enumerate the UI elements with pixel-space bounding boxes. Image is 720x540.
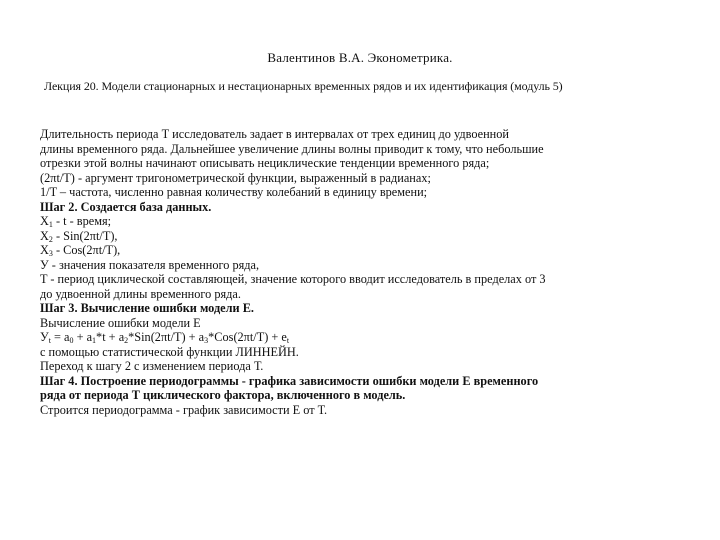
formula-subscript: 1 — [92, 336, 97, 345]
text-line: длины временного ряда. Дальнейшее увеличение длины волны приводит к тому, что небольшие — [40, 141, 544, 156]
var-subscript: 3 — [48, 249, 53, 258]
variable-x1 — [40, 214, 680, 229]
text-line: до удвоенной длины временного ряда. — [40, 286, 241, 301]
formula-subscript: 2 — [124, 336, 129, 345]
lecture-title: Лекция 20. Модели стационарных и нестационарных временных рядов и их идентификация (модуль 5) — [44, 79, 563, 93]
var-symbol: X — [40, 243, 49, 257]
author-title: Валентинов В.А. Эконометрика. — [267, 50, 453, 65]
text-line: с помощью статистической функции ЛИННЕЙН. — [40, 344, 299, 359]
step-4-heading-cont: ряда от периода Т циклического фактора, включенного в модель. — [40, 388, 406, 402]
step-3-heading: Шаг 3. Вычисление ошибки модели Е. — [40, 301, 254, 315]
var-symbol: X — [40, 214, 49, 228]
formula-subscript: 3 — [204, 336, 209, 345]
formula-subscript: 0 — [69, 336, 74, 345]
text-line: Переход к шагу 2 с изменением периода Т. — [40, 359, 264, 373]
var-subscript: 2 — [48, 234, 53, 244]
formula-part: У — [40, 330, 49, 344]
text-line: Вычисление ошибки модели Е — [40, 315, 201, 330]
formula-subscript: t — [48, 336, 51, 345]
text-line: (2πt/T) - аргумент тригонометрической функции, выраженный в радианах; — [40, 170, 431, 185]
var-description: - Sin(2πt/T), — [52, 228, 118, 243]
text-line: У - значения показателя временного ряда, — [40, 257, 260, 272]
text-line: T - период циклической составляющей, значение которого вводит исследователь в пределах от 3 — [40, 272, 546, 286]
step-2-heading: Шаг 2. Создается база данных. — [40, 199, 212, 214]
var-symbol: X — [40, 228, 49, 243]
model-formula — [40, 330, 680, 345]
text-line: Строится периодограмма - график зависимости Е от Т. — [40, 402, 328, 417]
formula-subscript: t — [286, 336, 290, 345]
var-description: - t - время; — [52, 214, 112, 228]
lecture-body — [40, 127, 680, 417]
text-line: 1/T – частота, численно равная количеству колебаний в единицу времени; — [40, 185, 428, 199]
formula-part: *Cos(2πt/T) + e — [208, 330, 287, 344]
var-description: - Cos(2πt/T), — [52, 243, 121, 257]
step-4-heading: Шаг 4. Построение периодограммы - графика зависимости ошибки модели Е временного — [40, 373, 539, 388]
text-line: Длительность периода Т исследователь задает в интервалах от трех единиц до удвоенной — [40, 127, 509, 141]
formula-part: + a — [73, 330, 93, 344]
formula-part: = a — [50, 330, 70, 344]
var-subscript: 1 — [48, 220, 53, 229]
variable-x2 — [40, 229, 680, 244]
formula-part: *t + a — [96, 330, 125, 344]
formula-part: *Sin(2πt/T) + a — [128, 330, 205, 344]
text-line: отрезки этой волны начинают описывать нециклические тенденции временного ряда; — [40, 156, 490, 170]
variable-x3 — [40, 243, 680, 258]
